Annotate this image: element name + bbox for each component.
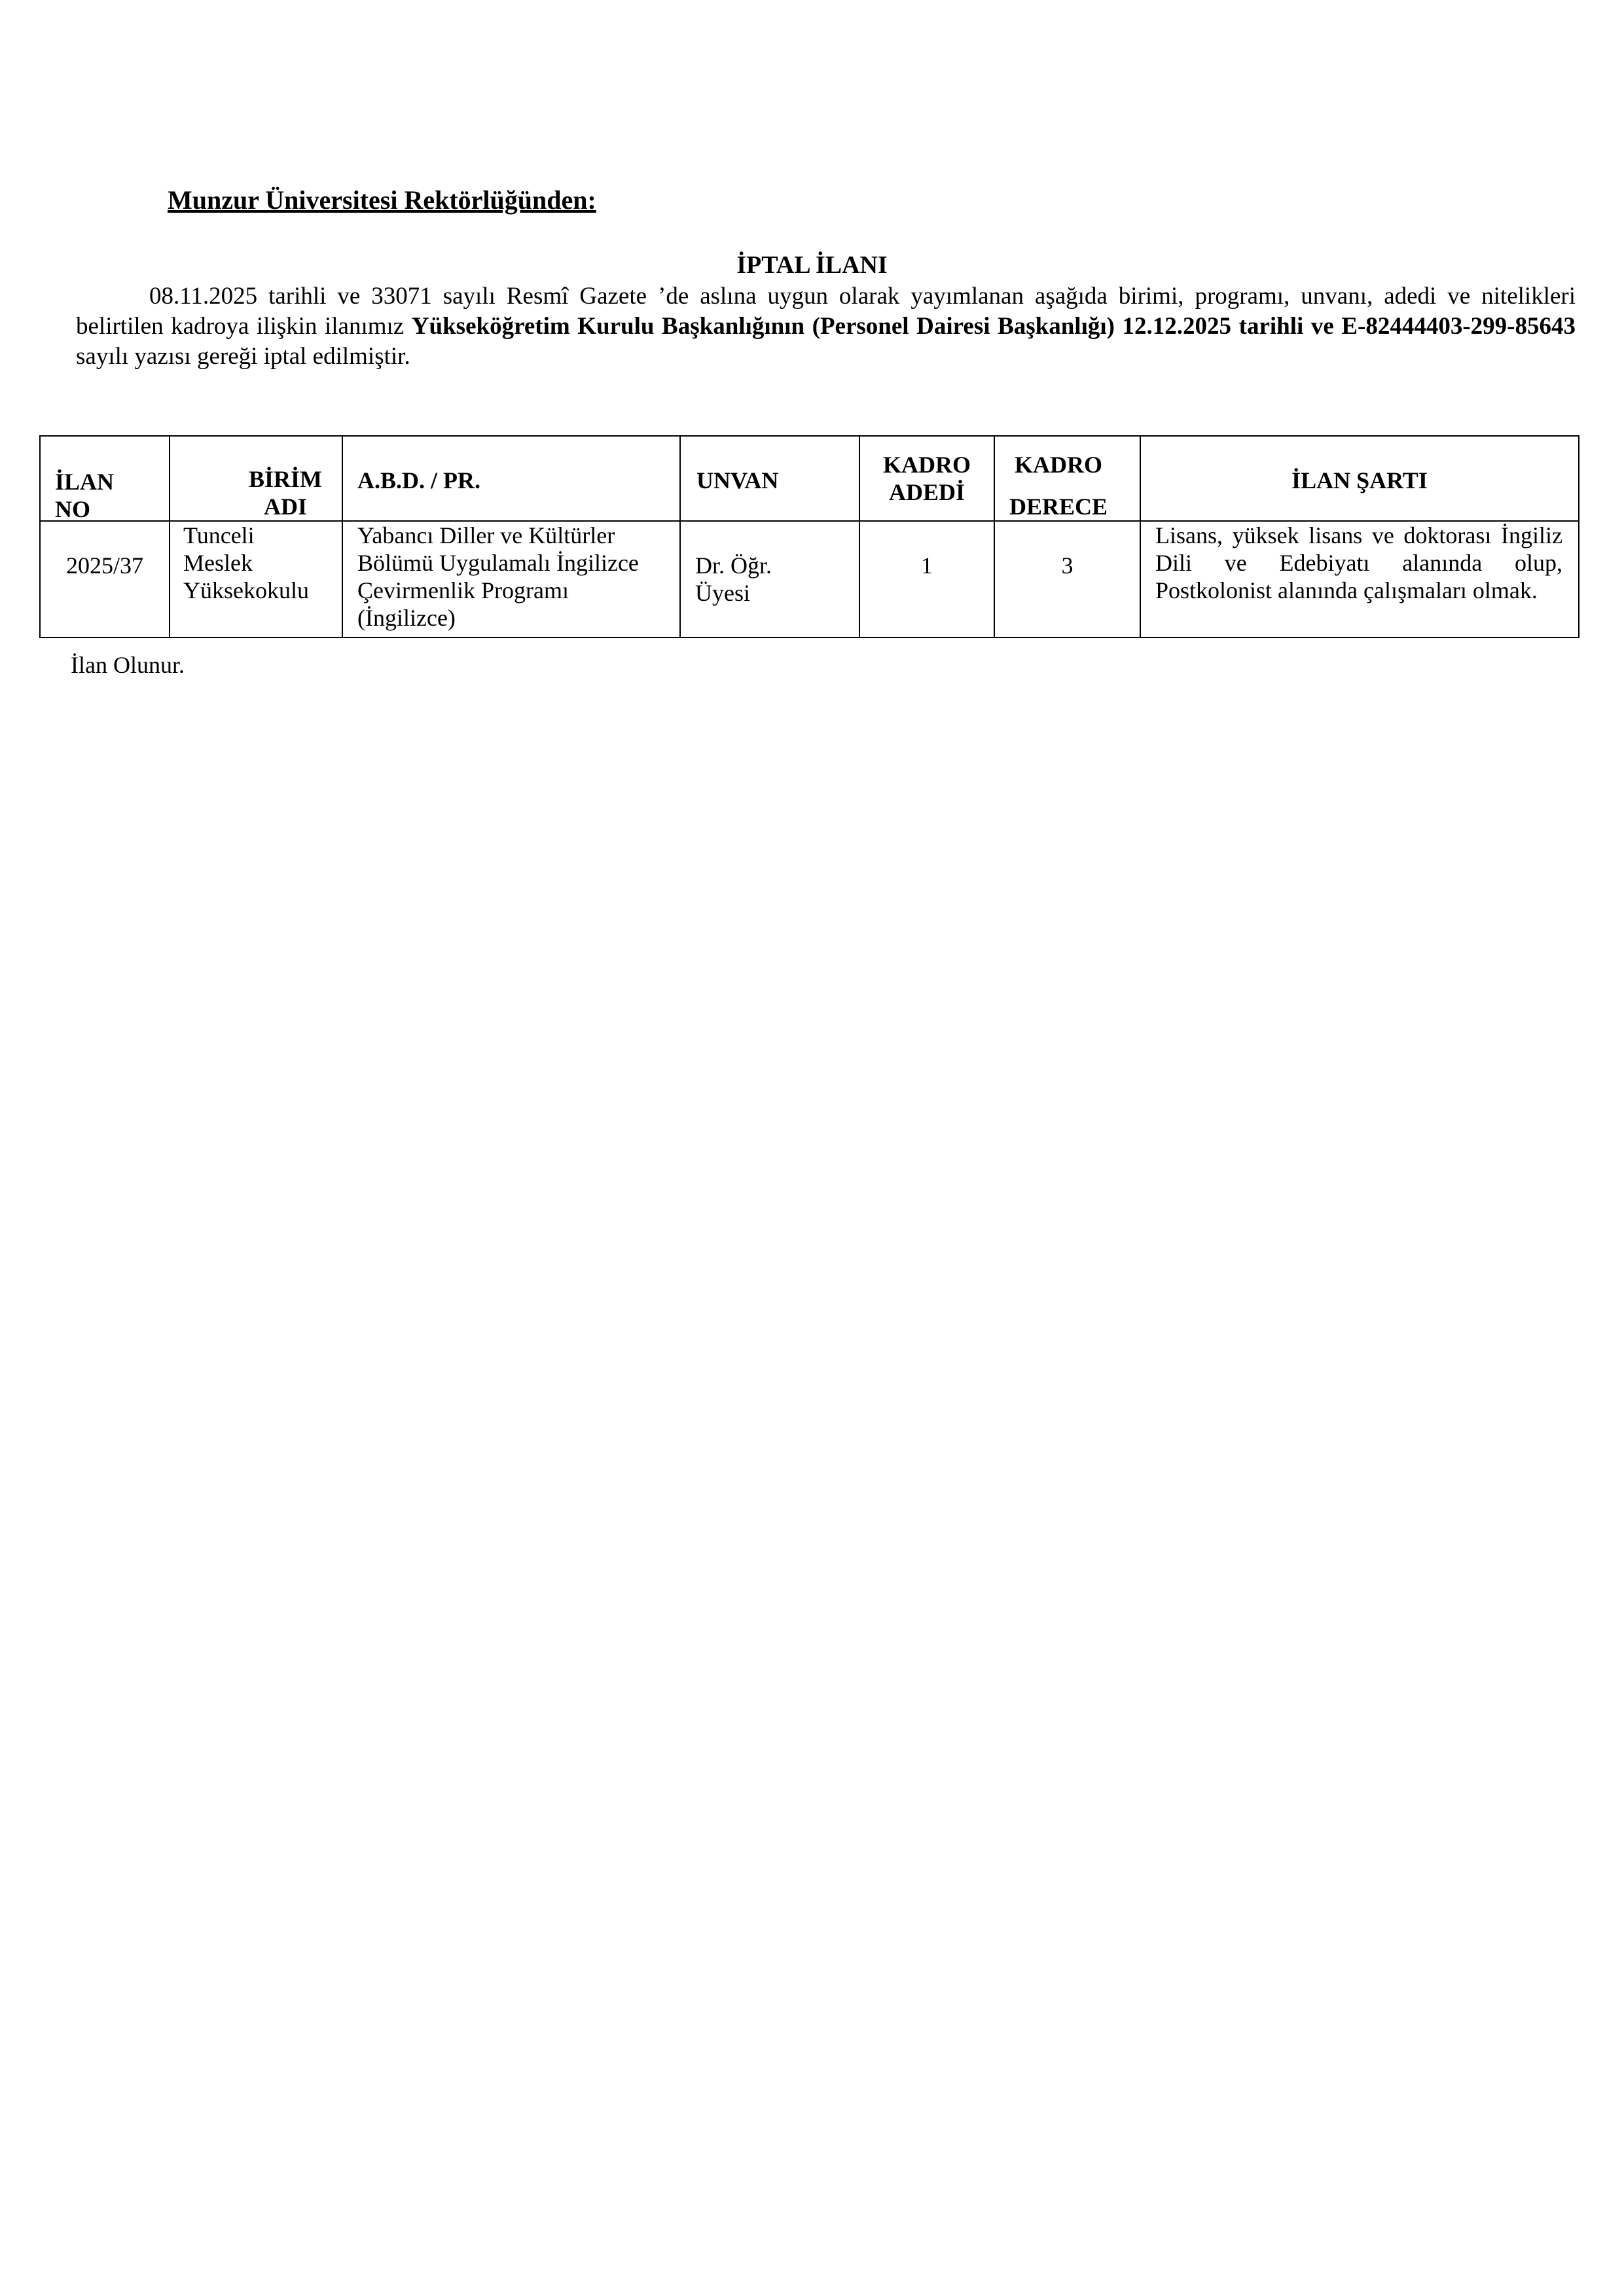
document-heading: Munzur Üniversitesi Rektörlüğünden: bbox=[168, 185, 596, 215]
header-birim-line2: ADI bbox=[263, 493, 307, 520]
cell-kadro-adedi bbox=[859, 521, 994, 637]
cell-birim bbox=[170, 521, 342, 637]
abd-line3: Çevirmenlik Programı bbox=[357, 577, 569, 603]
header-abd-label: A.B.D. / PR. bbox=[357, 467, 480, 493]
cell-kadro-derece bbox=[994, 521, 1140, 637]
cell-ilan-sarti bbox=[1140, 521, 1579, 637]
header-unvan bbox=[680, 436, 859, 521]
intro-text-1: 08.11.2025 tarihli ve 33071 sayılı Resmî Gazete ’de aslına uygun olarak yayımlanan aşağıda birimi, programı, unvanı, adedi ve nitelikleri belirtilen kadroya ilişkin ilanımız bbox=[76, 283, 1576, 340]
cell-unvan bbox=[680, 521, 859, 637]
derece-value: 3 bbox=[1061, 552, 1074, 579]
header-unvan-label: UNVAN bbox=[696, 467, 779, 493]
header-derece-line1: KADRO bbox=[1015, 452, 1103, 478]
sart-line2: Dili ve Edebiyatı alanında olup, bbox=[1155, 550, 1562, 576]
footer-text: İlan Olunur. bbox=[71, 652, 185, 678]
table-row bbox=[40, 521, 1579, 637]
document-title: İPTAL İLANI bbox=[736, 251, 888, 279]
abd-line2: Bölümü Uygulamalı İngilizce bbox=[357, 550, 639, 576]
cell-abd bbox=[342, 521, 680, 637]
intro-paragraph bbox=[76, 281, 1576, 372]
unvan-line1: Dr. Öğr. bbox=[695, 552, 772, 579]
header-birim-adi bbox=[170, 436, 342, 521]
header-kadro-derece bbox=[994, 436, 1140, 521]
table-header-row bbox=[40, 436, 1579, 521]
header-ilan-no bbox=[40, 436, 170, 521]
header-kadro-adedi bbox=[859, 436, 994, 521]
header-ilan-no-line1: İLAN bbox=[55, 469, 115, 495]
abd-line1: Yabancı Diller ve Kültürler bbox=[357, 522, 615, 548]
abd-line4: (İngilizce) bbox=[357, 605, 456, 631]
header-ilan-sarti bbox=[1140, 436, 1579, 521]
ilan-no-value: 2025/37 bbox=[65, 552, 143, 579]
intro-text-2: sayılı yazısı gereği iptal edilmiştir. bbox=[76, 343, 410, 370]
header-abd bbox=[342, 436, 680, 521]
header-sart-label: İLAN ŞARTI bbox=[1291, 467, 1428, 493]
unvan-line2: Üyesi bbox=[695, 580, 750, 606]
sart-line1: Lisans, yüksek lisans ve doktorası İngiliz bbox=[1155, 522, 1562, 548]
header-adet-line1: KADRO bbox=[883, 452, 971, 478]
intro-text-bold: Yükseköğretim Kurulu Başkanlığının (Personel Dairesi Başkanlığı) 12.12.2025 tarihli ve E-82444403-299-85643 bbox=[411, 313, 1576, 340]
adet-value: 1 bbox=[921, 552, 933, 579]
cancellation-table bbox=[39, 435, 1579, 638]
header-adet-line2: ADEDİ bbox=[888, 479, 965, 505]
sart-line3: Postkolonist alanında çalışmaları olmak. bbox=[1155, 577, 1538, 603]
cell-ilan-no bbox=[40, 521, 170, 637]
header-birim-line1: BİRİM bbox=[248, 466, 322, 492]
birim-line2: Meslek bbox=[183, 550, 253, 576]
header-derece-line2: DERECE bbox=[1009, 493, 1108, 520]
header-ilan-no-line2: NO bbox=[55, 496, 90, 522]
birim-line1: Tunceli bbox=[183, 522, 255, 548]
birim-line3: Yüksekokulu bbox=[183, 577, 309, 603]
